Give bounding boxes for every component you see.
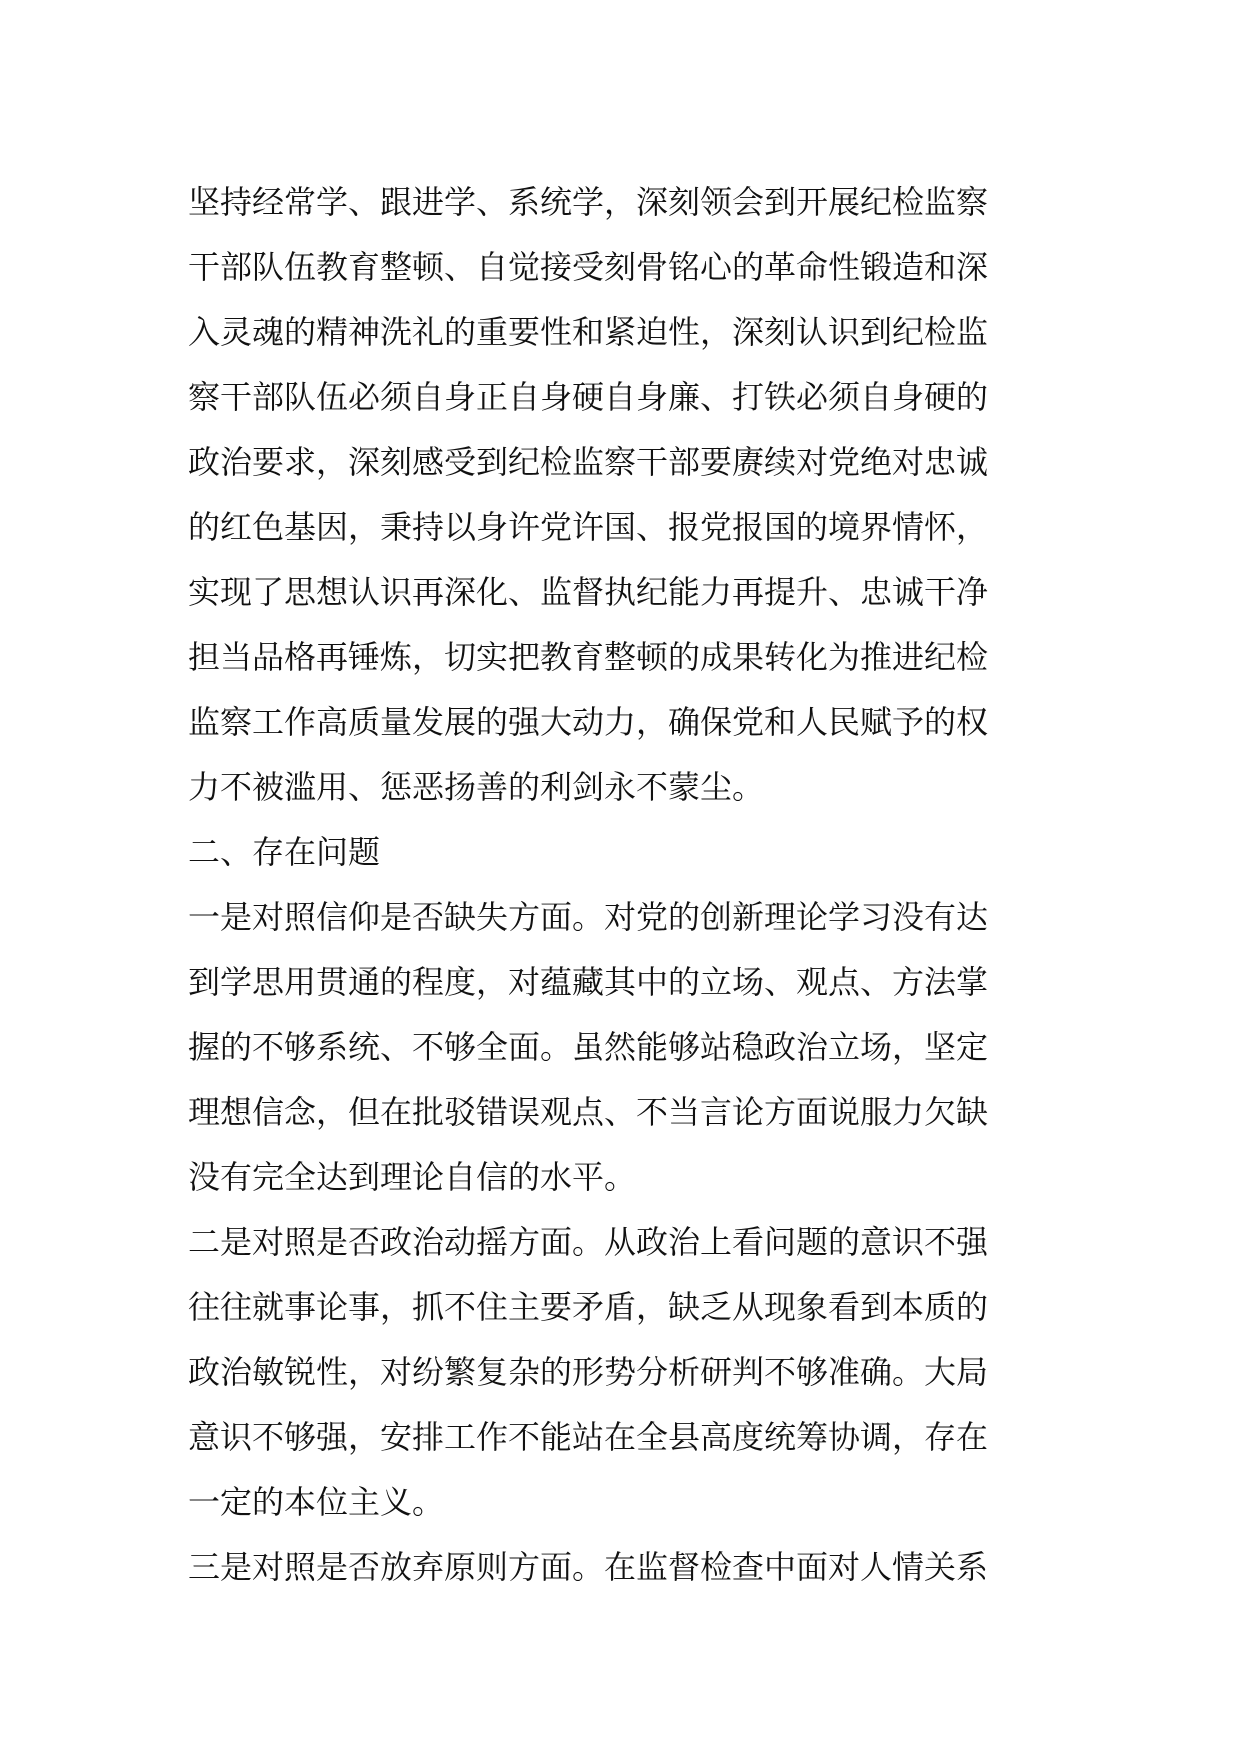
paragraph-line: 力不被滥用、惩恶扬善的利剑永不蒙尘。 [188,768,765,806]
paragraph-line: 没有完全达到理论自信的水平。 [188,1158,637,1196]
paragraph-line: 二是对照是否政治动摇方面。从政治上看问题的意识不强 [188,1223,989,1261]
paragraph-line: 理想信念，但在批驳错误观点、不当言论方面说服力欠缺 [188,1093,989,1131]
paragraph-line: 入灵魂的精神洗礼的重要性和紧迫性，深刻认识到纪检监 [188,313,989,351]
paragraph-line: 三是对照是否放弃原则方面。在监督检查中面对人情关系 [188,1548,989,1586]
paragraph-line: 政治敏锐性，对纷繁复杂的形势分析研判不够准确。大局 [188,1353,989,1391]
paragraph-line: 察干部队伍必须自身正自身硬自身廉、打铁必须自身硬的 [188,378,989,416]
paragraph-line: 干部队伍教育整顿、自觉接受刻骨铭心的革命性锻造和深 [188,248,989,286]
paragraph-line: 握的不够系统、不够全面。虽然能够站稳政治立场，坚定 [188,1028,989,1066]
paragraph-line: 往往就事论事，抓不住主要矛盾，缺乏从现象看到本质的 [188,1288,989,1326]
paragraph-line: 实现了思想认识再深化、监督执纪能力再提升、忠诚干净 [188,573,989,611]
paragraph-line: 的红色基因，秉持以身许党许国、报党报国的境界情怀， [188,508,989,546]
paragraph-line: 政治要求，深刻感受到纪检监察干部要赓续对党绝对忠诚 [188,443,989,481]
paragraph-line: 担当品格再锤炼，切实把教育整顿的成果转化为推进纪检 [188,638,989,676]
paragraph-line: 意识不够强，安排工作不能站在全县高度统筹协调，存在 [188,1418,989,1456]
paragraph-line: 一定的本位主义。 [188,1483,445,1521]
paragraph-line: 一是对照信仰是否缺失方面。对党的创新理论学习没有达 [188,898,989,936]
document-body [188,170,1058,1600]
section-heading: 二、存在问题 [188,833,381,871]
paragraph-line: 到学思用贯通的程度，对蕴藏其中的立场、观点、方法掌 [188,963,989,1001]
paragraph-line: 监察工作高质量发展的强大动力，确保党和人民赋予的权 [188,703,989,741]
paragraph-line: 坚持经常学、跟进学、系统学，深刻领会到开展纪检监察 [188,183,989,221]
